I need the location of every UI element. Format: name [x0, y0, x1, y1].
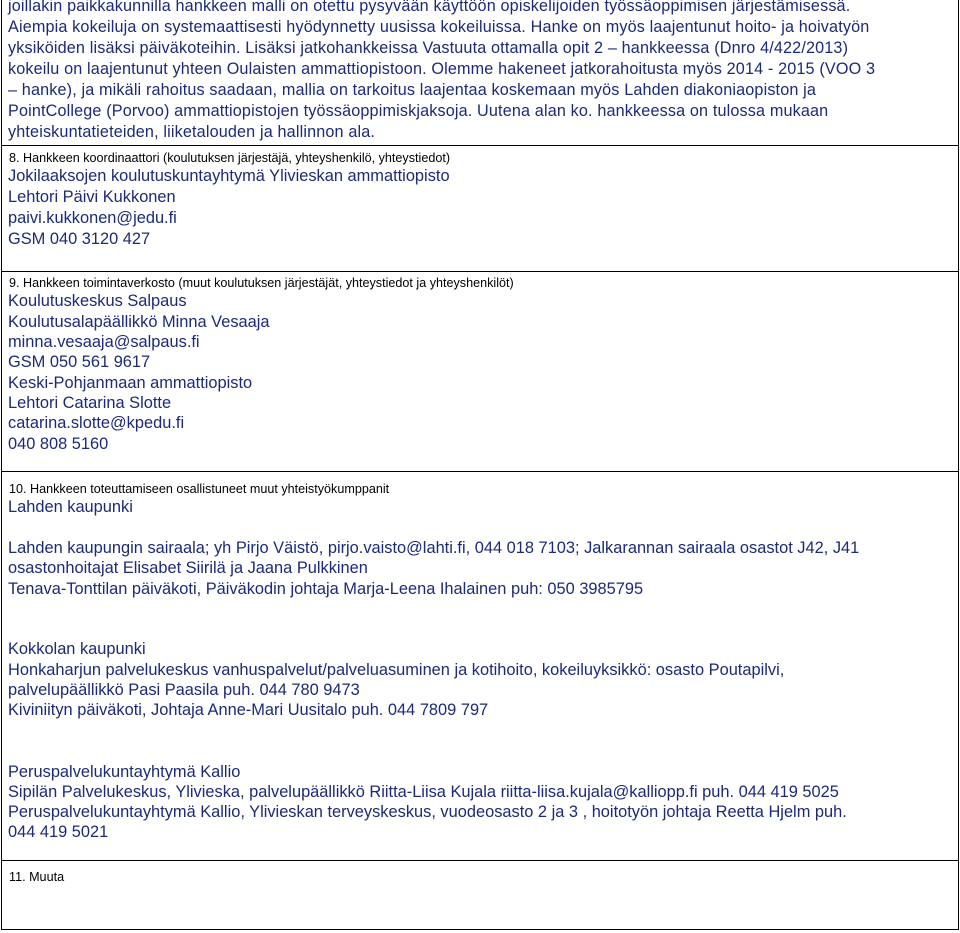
section-line: catarina.slotte@kpedu.fi [8, 414, 185, 432]
section-partners [1, 471, 959, 860]
bottom-border [1, 929, 959, 930]
intro-line: kokeilu on laajentunut yhteen Oulaisten ammattiopistoon. Olemme hakeneet jatkorahoitusta myös 2014 - 2015 (VOO 3 [8, 60, 876, 78]
intro-line: joillakin paikkakunnilla hankkeen malli on otettu pysyvään käyttöön opiskelijoiden työssäoppimisen järjestämisessä. [8, 0, 851, 15]
section-line: Koulutusalapäällikkö Minna Vesaaja [8, 313, 270, 331]
section-line: Tenava-Tonttilan päiväkoti, Päiväkodin johtaja Marja-Leena Ihalainen puh: 050 3985795 [8, 580, 644, 598]
section-network [1, 271, 959, 471]
section-line: 040 808 5160 [8, 435, 109, 453]
section-title: 9. Hankkeen toimintaverkosto (muut koulutuksen järjestäjät, yhteystiedot ja yhteyshenkilöt) [9, 276, 514, 290]
intro-line: – hanke), ja mikäli rahoitus saadaan, mallia on tarkoitus laajentaa koskemaan myös Lahden diakoniaopiston ja [8, 81, 817, 99]
section-line: Lahden kaupunki [8, 498, 133, 516]
section-title: 11. Muuta [9, 870, 65, 884]
section-line: Keski-Pohjanmaan ammattiopisto [8, 374, 253, 392]
section-line: Honkaharjun palvelukeskus vanhuspalvelut/palveluasuminen ja kotihoito, kokeiluyksikkö: osasto Poutapilvi, [8, 661, 785, 679]
section-title: 8. Hankkeen koordinaattori (koulutuksen järjestäjä, yhteyshenkilö, yhteystiedot) [9, 151, 451, 165]
section-line: Peruspalvelukuntayhtymä Kallio [8, 763, 241, 781]
intro-line: Aiempia kokeiluja on systemaattisesti hyödynnetty uusissa kokeiluissa. Hanke on myös laajentunut hoito- ja hoivatyön [8, 18, 870, 36]
section-line: Koulutuskeskus Salpaus [8, 292, 187, 310]
section-line: GSM 050 561 9617 [8, 353, 151, 371]
intro-line: yksiköiden lisäksi päiväkoteihin. Lisäksi jatkohankkeissa Vastuuta ottamalla opit 2 – hankkeessa (Dnro 4/422/2013) [8, 39, 849, 57]
section-coordinator [1, 145, 959, 271]
section-line: osastonhoitajat Elisabet Siirilä ja Jaana Pulkkinen [8, 559, 368, 577]
section-line: Lehtori Päivi Kukkonen [8, 188, 176, 206]
section-line: Lehtori Catarina Slotte [8, 394, 172, 412]
intro-line: PointCollege (Porvoo) ammattiopistojen työssäoppimiskjaksoja. Uutena alan ko. hankkeessa on tulossa mukaan [8, 102, 829, 120]
section-line: Kiviniityn päiväkoti, Johtaja Anne-Mari Uusitalo puh. 044 7809 797 [8, 701, 489, 719]
section-line: Peruspalvelukuntayhtymä Kallio, Ylivieskan terveyskeskus, vuodeosasto 2 ja 3 , hoitotyön johtaja Reetta Hjelm puh. [8, 803, 847, 821]
section-line: paivi.kukkonen@jedu.fi [8, 209, 177, 227]
section-line: 044 419 5021 [8, 823, 109, 841]
section-title: 10. Hankkeen toteuttamiseen osallistuneet muut yhteistyökumppanit [9, 482, 390, 496]
section-other [1, 860, 959, 929]
section-line: Kokkolan kaupunki [8, 640, 146, 658]
section-line: palvelupäällikkö Pasi Paasila puh. 044 780 9473 [8, 681, 360, 699]
section-line: Jokilaaksojen koulutuskuntayhtymä Ylivieskan ammattiopisto [8, 167, 450, 185]
section-line: Lahden kaupungin sairaala; yh Pirjo Väistö, pirjo.vaisto@lahti.fi, 044 018 7103; Jalkarannan sairaala osastot J42, J41 [8, 539, 860, 557]
section-line: Sipilän Palvelukeskus, Ylivieska, palvelupäällikkö Riitta-Liisa Kujala riitta-liisa.kujala@kalliopp.fi puh. 044 419 5025 [8, 783, 839, 801]
section-line: minna.vesaaja@salpaus.fi [8, 333, 200, 351]
intro-line: yhteiskuntatieteiden, liiketalouden ja hallinnon ala. [8, 123, 376, 141]
section-line: GSM 040 3120 427 [8, 230, 151, 248]
